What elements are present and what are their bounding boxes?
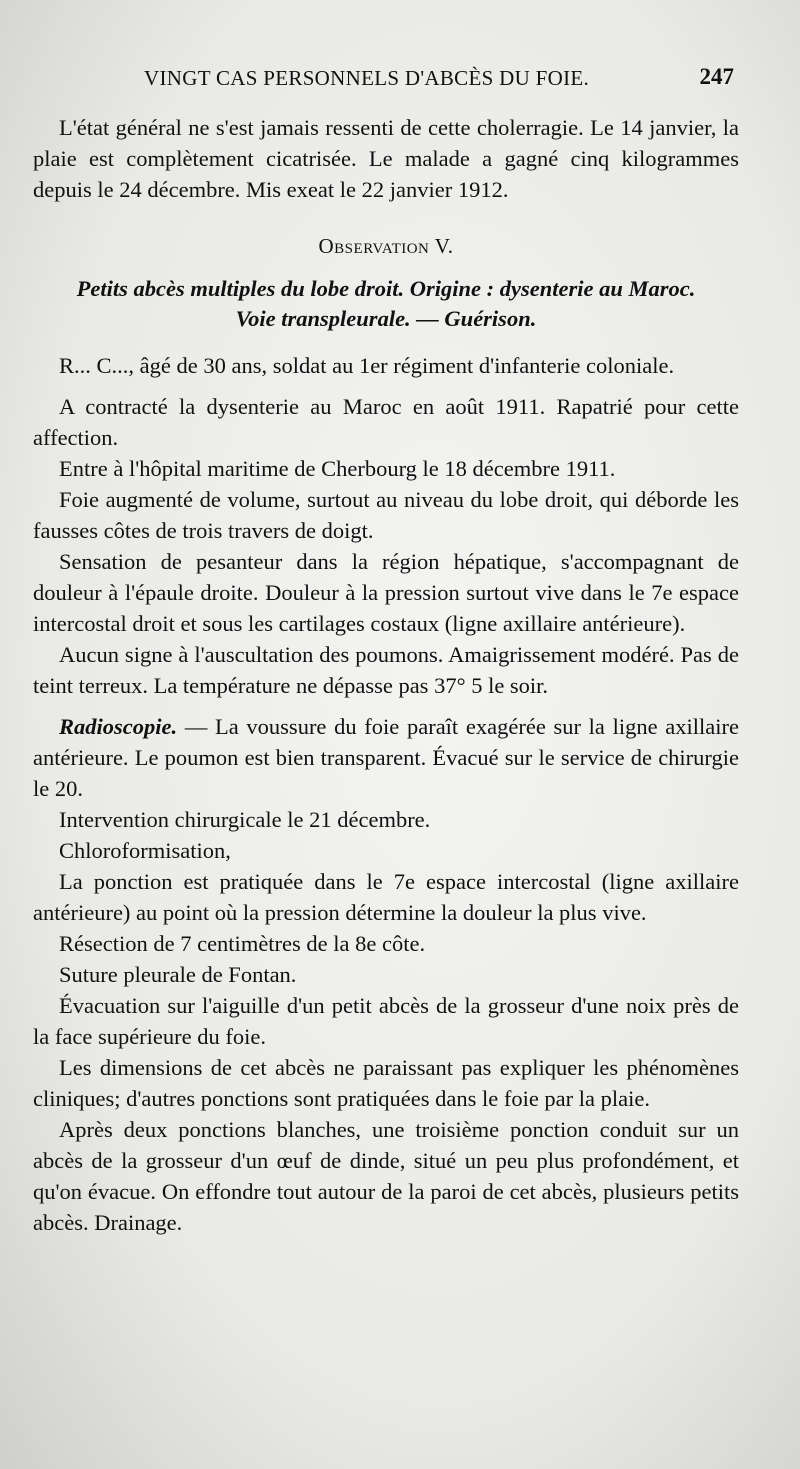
paragraph-dimensions: Les dimensions de cet abcès ne paraissant pas expliquer les phénomènes cliniques; d'autres ponctions sont pratiquées dans le foie par la plaie. [33, 1055, 739, 1111]
paragraph-anesthesia: Chloroformisation, [59, 838, 231, 863]
paragraph-resection: Résection de 7 centimètres de la 8e côte. [59, 931, 426, 956]
observation-title: Observation V. [318, 234, 454, 258]
paragraph-evacuation: Évacuation sur l'aiguille d'un petit abcès de la grosseur d'une noix près de la face supérieure du foie. [33, 993, 739, 1049]
paragraph-puncture: La ponction est pratiquée dans le 7e espace intercostal (ligne axillaire antérieure) au point où la pression détermine la douleur la plus vive. [33, 869, 739, 925]
subtitle-line-1: Petits abcès multiples du lobe droit. Origine : dysenterie au Maroc. [76, 276, 696, 301]
paragraph-patient: R... C..., âgé de 30 ans, soldat au 1er régiment d'infanterie coloniale. [59, 353, 675, 378]
paragraph-radioscopy [33, 711, 739, 804]
paragraph-intro: L'état général ne s'est jamais ressenti de cette cholerragie. Le 14 janvier, la plaie est complètement cicatrisée. Le malade a gagné cinq kilogrammes depuis le 24 décembre. Mis exeat le 22 janvier 1912. [33, 115, 739, 202]
paragraph-exam: Aucun signe à l'auscultation des poumons. Amaigrissement modéré. Pas de teint terreux. La température ne dépasse pas 37° 5 le soir. [33, 642, 739, 698]
radioscopy-text: — La voussure du foie paraît exagérée sur la ligne axillaire antérieure. Le poumon est bien transparent. Évacué sur le service de chirurgie le 20. [33, 714, 739, 801]
subtitle-line-2: Voie transpleurale. — Guérison. [235, 306, 537, 331]
radioscopy-lead: Radioscopie. [59, 714, 178, 739]
paragraph-liver: Foie augmenté de volume, surtout au niveau du lobe droit, qui déborde les fausses côtes de trois travers de doigt. [33, 487, 739, 543]
paragraph-symptoms: Sensation de pesanteur dans la région hépatique, s'accompagnant de douleur à l'épaule droite. Douleur à la pression surtout vive dans le 7e espace intercostal droit et sous les cartilages costaux (ligne axillaire antérieure). [33, 549, 739, 636]
paragraph-history: A contracté la dysenterie au Maroc en août 1911. Rapatrié pour cette affection. [33, 394, 739, 450]
observation-subtitle [33, 274, 739, 334]
paragraph-intervention: Intervention chirurgicale le 21 décembre. [59, 807, 431, 832]
page-header [60, 62, 740, 96]
paragraph-suture: Suture pleurale de Fontan. [59, 962, 297, 987]
paragraph-admission: Entre à l'hôpital maritime de Cherbourg le 18 décembre 1911. [59, 456, 616, 481]
page-number: 247 [699, 64, 734, 89]
running-head: VINGT CAS PERSONNELS D'ABCÈS DU FOIE. [144, 66, 590, 90]
paragraph-drainage: Après deux ponctions blanches, une troisième ponction conduit sur un abcès de la grosseur d'un œuf de dinde, situé un peu plus profondément, et qu'on évacue. On effondre tout autour de la paroi de cet abcès, plusieurs petits abcès. Drainage. [33, 1117, 739, 1235]
page-body [33, 112, 739, 1238]
